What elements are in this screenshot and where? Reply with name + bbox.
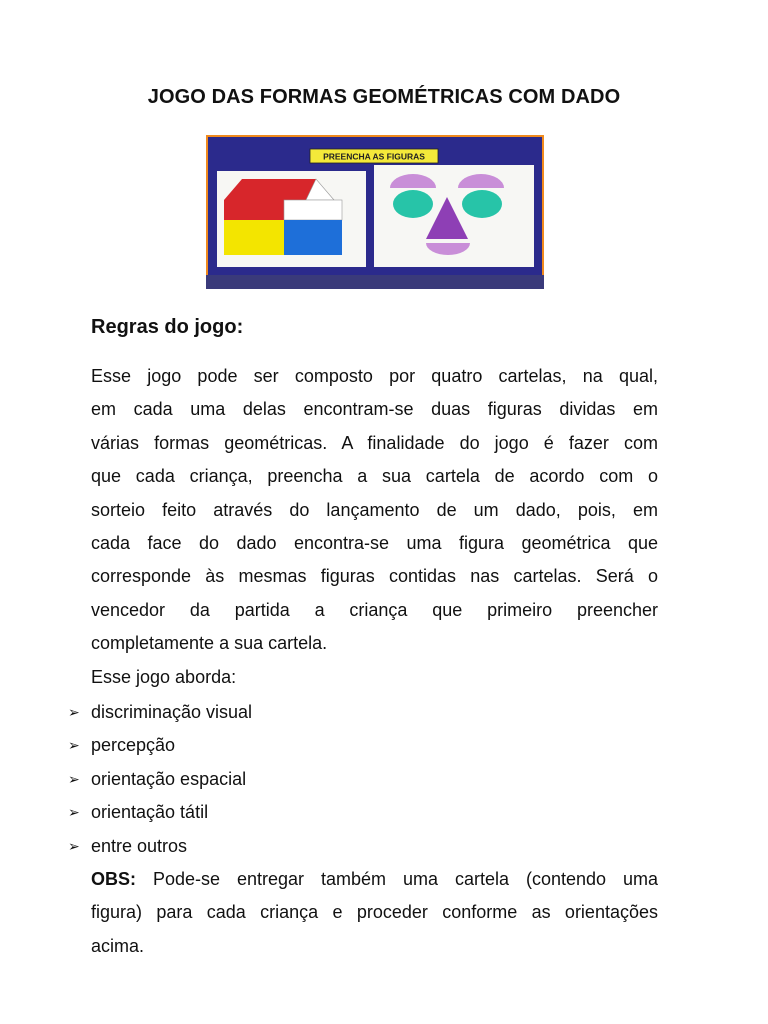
list-item-label: discriminação visual [91, 702, 253, 722]
obs-paragraph [91, 863, 658, 963]
list-intro: Esse jogo aborda: [91, 667, 237, 687]
paragraph-line: vencedor da partida a criança que primeiro preencher [91, 599, 658, 620]
paragraph-line: cada face do dado encontra-se uma figura geométrica que [91, 533, 658, 554]
obs-line: acima. [91, 935, 145, 956]
left-eye-circle [393, 190, 433, 218]
obs-label: OBS: [91, 869, 136, 889]
paragraph-line: várias formas geométricas. A finalidade do jogo é fazer com [91, 432, 658, 453]
paragraph-line: Esse jogo pode ser composto por quatro cartelas, na qual, [91, 366, 658, 386]
list-item-label: entre outros [91, 835, 188, 856]
board-shadow [206, 275, 544, 289]
rules-paragraph [91, 360, 658, 661]
list-item [68, 800, 252, 833]
document-title: JOGO DAS FORMAS GEOMÉTRICAS COM DADO [147, 86, 621, 108]
list-item [68, 700, 252, 733]
paragraph-line: que cada criança, preencha a sua cartela de acordo com o [91, 466, 658, 487]
paragraph-line: completamente a sua cartela. [91, 633, 328, 654]
list-item-label: percepção [91, 735, 176, 756]
arrow-bullet-icon: ➢ [68, 770, 80, 787]
paragraph-line: sorteio feito através do lançamento de um dado, pois, em [91, 499, 658, 520]
arrow-bullet-icon: ➢ [68, 804, 80, 821]
arrow-bullet-icon: ➢ [68, 737, 80, 754]
list-item [68, 733, 252, 766]
blue-square [284, 220, 342, 255]
list-item [68, 767, 252, 800]
arrow-bullet-icon: ➢ [68, 837, 80, 854]
list-item-label: orientação tátil [91, 802, 209, 823]
obs-line: figura) para cada criança e proceder conforme as orientações [91, 902, 658, 923]
topics-list [68, 700, 252, 867]
arrow-bullet-icon: ➢ [68, 704, 80, 720]
paragraph-line: em cada uma delas encontram-se duas figuras dividas em [91, 399, 658, 420]
game-board-photo [206, 135, 544, 289]
right-eye-circle [462, 190, 502, 218]
paragraph-line: corresponde às mesmas figuras contidas nas cartelas. Será o [91, 566, 658, 587]
obs-text: Pode-se entregar também uma cartela (contendo uma [136, 869, 658, 889]
list-item-label: orientação espacial [91, 768, 247, 789]
banner-text: PREENCHA AS FIGURAS [323, 151, 425, 162]
red-square [224, 200, 284, 220]
white-square [284, 200, 342, 220]
section-title: Regras do jogo: [91, 316, 244, 338]
yellow-square [224, 220, 284, 255]
list-item [68, 834, 252, 867]
obs-line [91, 863, 658, 896]
